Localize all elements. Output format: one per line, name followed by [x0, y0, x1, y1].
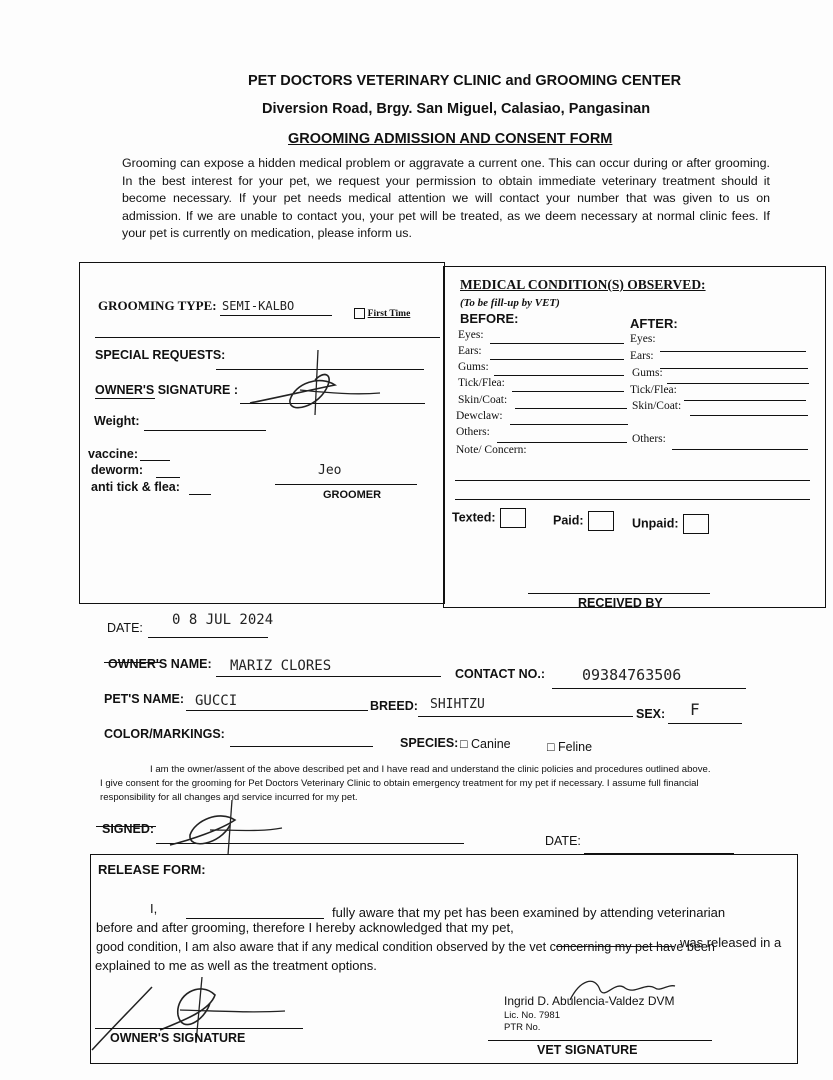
after-skin-coat-field[interactable] — [690, 415, 808, 416]
special-requests-label: SPECIAL REQUESTS: — [95, 348, 226, 362]
before-others-field[interactable] — [497, 442, 627, 443]
vet-license-number: Lic. No. 7981 — [504, 1010, 560, 1021]
before-ears-field[interactable] — [490, 359, 624, 360]
before-gums-label: Gums: — [458, 361, 489, 373]
vaccine-field[interactable] — [140, 460, 170, 461]
color-markings-label: COLOR/MARKINGS: — [104, 727, 225, 741]
vet-signature-field[interactable] — [488, 1040, 712, 1041]
pet-name-field[interactable] — [186, 710, 368, 711]
first-time-option[interactable] — [354, 308, 410, 319]
contact-no-label: CONTACT NO.: — [455, 667, 546, 681]
signed-label: SIGNED: — [102, 822, 155, 836]
clinic-address: Diversion Road, Brgy. San Miguel, Calasiao, Pangasinan — [262, 101, 651, 117]
feline-option[interactable]: □ Feline — [547, 740, 593, 754]
after-tick-flea-field[interactable] — [684, 400, 806, 401]
owner-name-value: MARIZ CLORES — [230, 658, 332, 674]
vet-fill-note: (To be fill-up by VET) — [460, 297, 560, 309]
after-tick-flea-label: Tick/Flea: — [630, 384, 677, 396]
before-tick-flea-field[interactable] — [512, 391, 624, 392]
canine-option[interactable]: □ Canine — [460, 737, 511, 751]
vaccine-label: vaccine: — [88, 447, 139, 461]
grooming-type-value: SEMI-KALBO — [222, 299, 295, 313]
before-skin-coat-label: Skin/Coat: — [458, 394, 508, 406]
before-skin-coat-field[interactable] — [515, 408, 627, 409]
received-by-label: RECEIVED BY — [578, 596, 663, 610]
release-owner-signature-field[interactable] — [95, 1028, 303, 1029]
owner-signature-label: OWNER'S SIGNATURE : — [95, 383, 239, 397]
after-ears-label: Ears: — [630, 350, 654, 362]
breed-value: SHIHTZU — [430, 697, 485, 712]
form-title: GROOMING ADMISSION AND CONSENT FORM — [288, 131, 613, 147]
owner-name-label: OWNER'S NAME: — [108, 657, 212, 671]
after-gums-label: Gums: — [632, 367, 663, 379]
texted-checkbox[interactable] — [500, 508, 526, 528]
sex-value: F — [690, 700, 700, 719]
release-line-3: good condition, I am also aware that if any medical condition observed by the vet concerning my pet have been — [96, 940, 715, 954]
sex-label: SEX: — [636, 707, 666, 721]
intro-paragraph: Grooming can expose a hidden medical problem or aggravate a current one. This can occur during or after grooming. In the best interest for your pet, we request your permission to obtain immediate veterinary treatment should it become necessary. If your pet needs medical attention we will contact your number that was given to us on admission. If we are unable to contact you, your pet will be treated, as we deem necessary at normal clinic fees. If your pet is currently on medication, please inform us. — [122, 156, 770, 241]
before-label: BEFORE: — [460, 311, 519, 326]
groomer-label: GROOMER — [323, 489, 382, 501]
unpaid-option[interactable] — [632, 514, 709, 534]
received-by-field[interactable] — [528, 593, 710, 594]
vet-ptr-number: PTR No. — [504, 1022, 541, 1033]
medical-condition-title: MEDICAL CONDITION(S) OBSERVED: — [460, 277, 706, 292]
contact-no-field[interactable] — [552, 688, 746, 689]
consent-line-2: I give consent for the grooming for Pet Doctors Veterinary Clinic to obtain emergency treatment for my pet if necessary. I assume full financial — [100, 778, 699, 789]
owner-name-field[interactable] — [216, 676, 441, 677]
release-owner-name-field[interactable] — [186, 918, 324, 919]
before-eyes-field[interactable] — [490, 343, 624, 344]
deworm-field[interactable] — [156, 477, 180, 478]
note-concern-field-2[interactable] — [455, 499, 810, 500]
note-concern-label: Note/ Concern: — [456, 444, 527, 456]
before-dewclaw-label: Dewclaw: — [456, 410, 503, 422]
sex-field[interactable] — [668, 723, 742, 724]
release-line-4: explained to me as well as the treatment options. — [95, 958, 377, 973]
note-concern-field-1[interactable] — [455, 480, 810, 481]
before-tick-flea-label: Tick/Flea: — [458, 377, 505, 389]
pet-name-label: PET'S NAME: — [104, 692, 185, 706]
paid-option[interactable] — [553, 511, 614, 531]
release-line-2-end: was released in a — [680, 935, 782, 950]
owner-signature-scribble — [240, 345, 390, 425]
after-ears-field[interactable] — [660, 368, 808, 369]
deworm-label: deworm: — [91, 463, 144, 477]
vet-signature-label: VET SIGNATURE — [537, 1043, 638, 1057]
species-label: SPECIES: — [400, 736, 459, 750]
before-dewclaw-field[interactable] — [510, 424, 628, 425]
first-time-checkbox[interactable] — [354, 308, 365, 319]
consent-signature-scribble — [160, 800, 290, 860]
weight-label: Weight: — [94, 414, 140, 428]
release-form-title: RELEASE FORM: — [98, 862, 206, 877]
weight-field[interactable] — [144, 430, 266, 431]
unpaid-label: Unpaid: — [632, 516, 679, 531]
before-gums-field[interactable] — [494, 375, 624, 376]
after-label: AFTER: — [630, 316, 678, 331]
release-line-1: fully aware that my pet has been examined by attending veterinarian — [332, 905, 726, 920]
after-eyes-label: Eyes: — [630, 333, 656, 345]
anti-tick-flea-field[interactable] — [189, 494, 211, 495]
consent-line-3: responsibility for all changes and service incurred for my pet. — [100, 792, 358, 803]
before-others-label: Others: — [456, 426, 490, 438]
paid-checkbox[interactable] — [588, 511, 614, 531]
consent-line-1: I am the owner/assent of the above described pet and I have read and understand the clinic policies and procedures outlined above. — [150, 764, 711, 775]
texted-option[interactable] — [452, 508, 526, 528]
contact-no-value: 09384763506 — [582, 666, 682, 684]
paid-label: Paid: — [553, 513, 584, 528]
clinic-name: PET DOCTORS VETERINARY CLINIC and GROOMING CENTER — [248, 73, 682, 89]
after-others-label: Others: — [632, 433, 666, 445]
release-line-2-start: before and after grooming, therefore I hereby acknowledged that my pet, — [96, 920, 514, 935]
first-time-label: First Time — [367, 309, 411, 320]
pet-name-value: GUCCI — [195, 693, 238, 709]
groomer-initials: Jeo — [318, 463, 342, 478]
after-eyes-field[interactable] — [660, 351, 806, 352]
after-others-field[interactable] — [672, 449, 808, 450]
release-i-label: I, — [150, 901, 158, 916]
after-gums-field[interactable] — [667, 383, 809, 384]
consent-date-label: DATE: — [545, 834, 581, 848]
date-value: 0 8 JUL 2024 — [172, 612, 274, 628]
breed-label: BREED: — [370, 699, 418, 713]
color-markings-field[interactable] — [230, 746, 373, 747]
after-skin-coat-label: Skin/Coat: — [632, 400, 682, 412]
before-ears-label: Ears: — [458, 345, 482, 357]
texted-label: Texted: — [452, 510, 496, 525]
unpaid-checkbox[interactable] — [683, 514, 709, 534]
groomer-signature-field[interactable] — [275, 484, 417, 485]
release-owner-signature-label: OWNER'S SIGNATURE — [110, 1031, 246, 1045]
date-field[interactable] — [148, 637, 268, 638]
grooming-type-label: GROOMING TYPE: — [98, 298, 217, 313]
breed-field[interactable] — [418, 716, 633, 717]
date-label: DATE: — [107, 621, 143, 635]
vet-name: Ingrid D. Abulencia-Valdez DVM — [504, 994, 675, 1008]
anti-tick-flea-label: anti tick & flea: — [91, 480, 180, 494]
before-eyes-label: Eyes: — [458, 329, 484, 341]
